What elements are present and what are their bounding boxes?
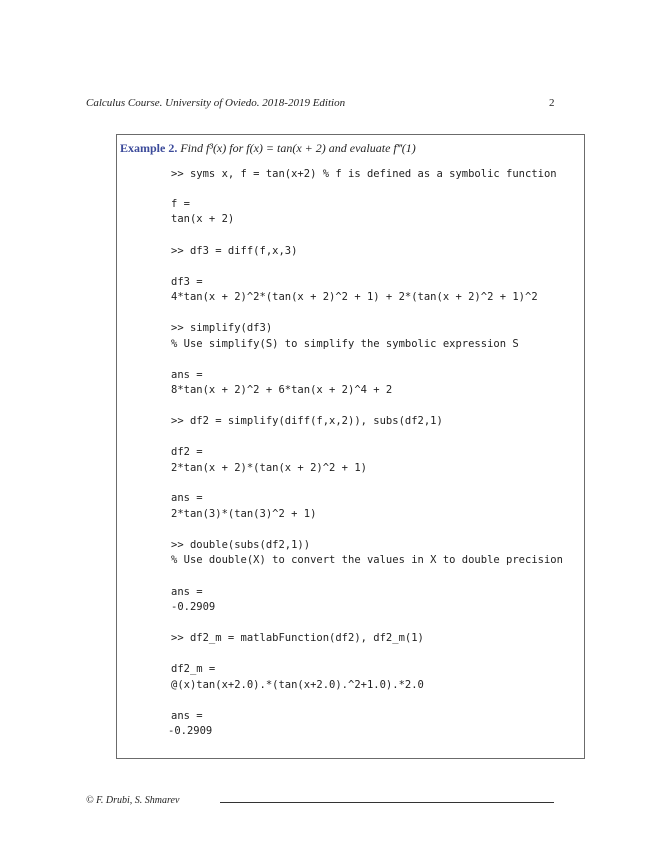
code-line: ans =: [171, 710, 203, 722]
code-line: @(x)tan(x+2.0).*(tan(x+2.0).^2+1.0).*2.0: [171, 679, 424, 691]
code-line: df2_m =: [171, 663, 216, 675]
code-line: >> syms x, f = tan(x+2) % f is defined as a symbolic function: [171, 168, 557, 180]
example-statement: Find f³(x) for f(x) = tan(x + 2) and evaluate f‴(1): [180, 141, 416, 155]
code-line: >> df2_m = matlabFunction(df2), df2_m(1): [171, 632, 424, 644]
code-line: -0.2909: [168, 725, 213, 737]
code-line: tan(x + 2): [171, 213, 235, 225]
running-header-title: Calculus Course. University of Oviedo. 2018-2019 Edition: [86, 97, 346, 109]
code-line: f =: [171, 198, 190, 210]
code-line: 4*tan(x + 2)^2*(tan(x + 2)^2 + 1) + 2*(tan(x + 2)^2 + 1)^2: [171, 291, 538, 303]
code-line: ans =: [171, 369, 203, 381]
code-line: ans =: [171, 492, 203, 504]
code-line: 8*tan(x + 2)^2 + 6*tan(x + 2)^4 + 2: [171, 384, 393, 396]
code-line: df3 =: [171, 276, 203, 288]
code-line: >> df2 = simplify(diff(f,x,2)), subs(df2,1): [171, 415, 443, 427]
footer-author: © F. Drubi, S. Shmarev: [86, 795, 180, 806]
code-line: % Use simplify(S) to simplify the symbolic expression S: [171, 338, 519, 350]
code-line: 2*tan(3)*(tan(3)^2 + 1): [171, 508, 317, 520]
code-line: >> double(subs(df2,1)): [171, 539, 311, 551]
code-line: -0.2909: [171, 601, 216, 613]
code-line: >> df3 = diff(f,x,3): [171, 245, 298, 257]
code-line: >> simplify(df3): [171, 322, 273, 334]
example-label: Example 2.: [120, 141, 178, 155]
code-line: df2 =: [171, 446, 203, 458]
example-heading: [120, 141, 416, 156]
code-line: 2*tan(x + 2)*(tan(x + 2)^2 + 1): [171, 462, 367, 474]
code-line: ans =: [171, 586, 203, 598]
code-line: % Use double(X) to convert the values in X to double precision: [171, 554, 563, 566]
page-number: 2: [549, 97, 555, 109]
footer-rule: [220, 802, 554, 803]
